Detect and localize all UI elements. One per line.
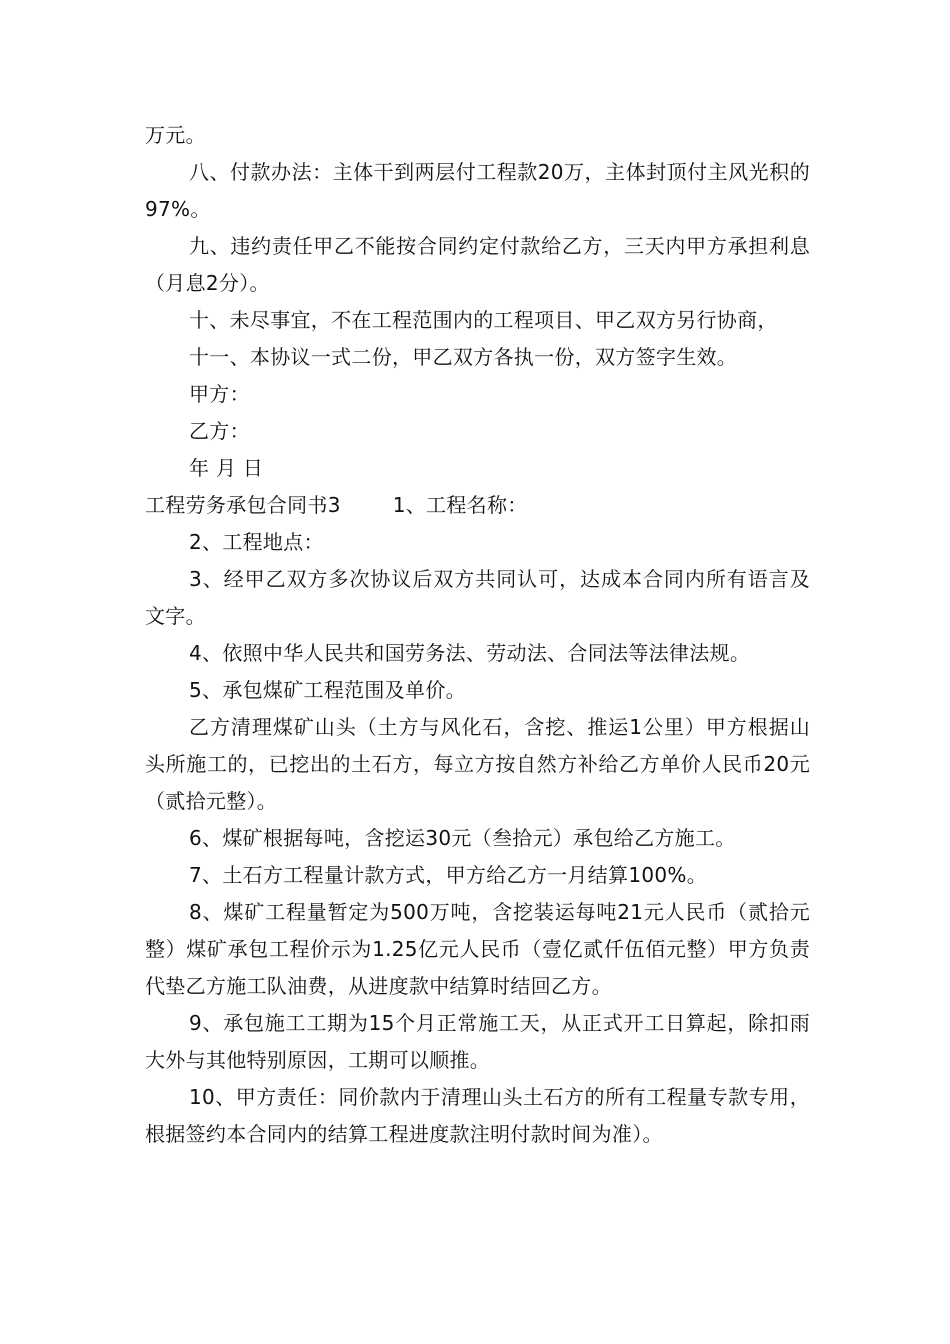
contract-title-line	[145, 487, 810, 524]
clause-8-payment: 八、付款办法：主体干到两层付工程款20万，主体封顶付主风光积的97%。	[145, 160, 810, 221]
item-10-responsibility: 10、甲方责任：同价款内于清理山头土石方的所有工程量专款专用，根据签约本合同内的结算工程进度款注明付款时间为准）。	[145, 1085, 810, 1146]
clause-9-breach: 九、违约责任甲乙不能按合同约定付款给乙方，三天内甲方承担利息（月息2分）。	[145, 234, 810, 295]
contract-title: 工程劳务承包合同书3	[145, 493, 341, 517]
item-1-project-name: 1、工程名称：	[392, 493, 528, 517]
paragraph-continuation: 万元。	[145, 123, 206, 147]
clause-10-other-matters: 十、未尽事宜，不在工程范围内的工程项目、甲乙双方另行协商，	[189, 308, 778, 332]
clause-11-copies: 十一、本协议一式二份，甲乙双方各执一份，双方签字生效。	[189, 345, 738, 369]
item-8-quantity: 8、煤矿工程量暂定为500万吨，含挖装运每吨21元人民币（贰拾元整）煤矿承包工程价示为1.25亿元人民币（壹亿贰仟伍佰元整）甲方负责代垫乙方施工队油费，从进度款中结算时结回乙方。	[145, 900, 810, 998]
item-3-agreement: 3、经甲乙双方多次协议后双方共同认可，达成本合同内所有语言及文字。	[145, 567, 810, 628]
item-7-settlement: 7、土石方工程量计款方式，甲方给乙方一月结算100%。	[189, 863, 708, 887]
item-9-duration: 9、承包施工工期为15个月正常施工天，从正式开工日算起，除扣雨大外与其他特别原因，工期可以顺推。	[145, 1011, 810, 1072]
item-2-location: 2、工程地点：	[189, 530, 324, 554]
item-6-price: 6、煤矿根据每吨，含挖运30元（叁拾元）承包给乙方施工。	[189, 826, 736, 850]
item-4-laws: 4、依照中华人民共和国劳务法、劳动法、合同法等法律法规。	[189, 641, 751, 665]
party-a-signature: 甲方：	[189, 382, 250, 406]
date-line: 年 月 日	[189, 456, 264, 480]
item-5-detail: 乙方清理煤矿山头（土方与风化石，含挖、推运1公里）甲方根据山头所施工的，已挖出的土石方，每立方按自然方补给乙方单价人民币20元（贰拾元整）。	[145, 715, 810, 813]
item-5-scope: 5、承包煤矿工程范围及单价。	[189, 678, 466, 702]
document-body	[145, 117, 810, 1153]
party-b-signature: 乙方：	[189, 419, 250, 443]
